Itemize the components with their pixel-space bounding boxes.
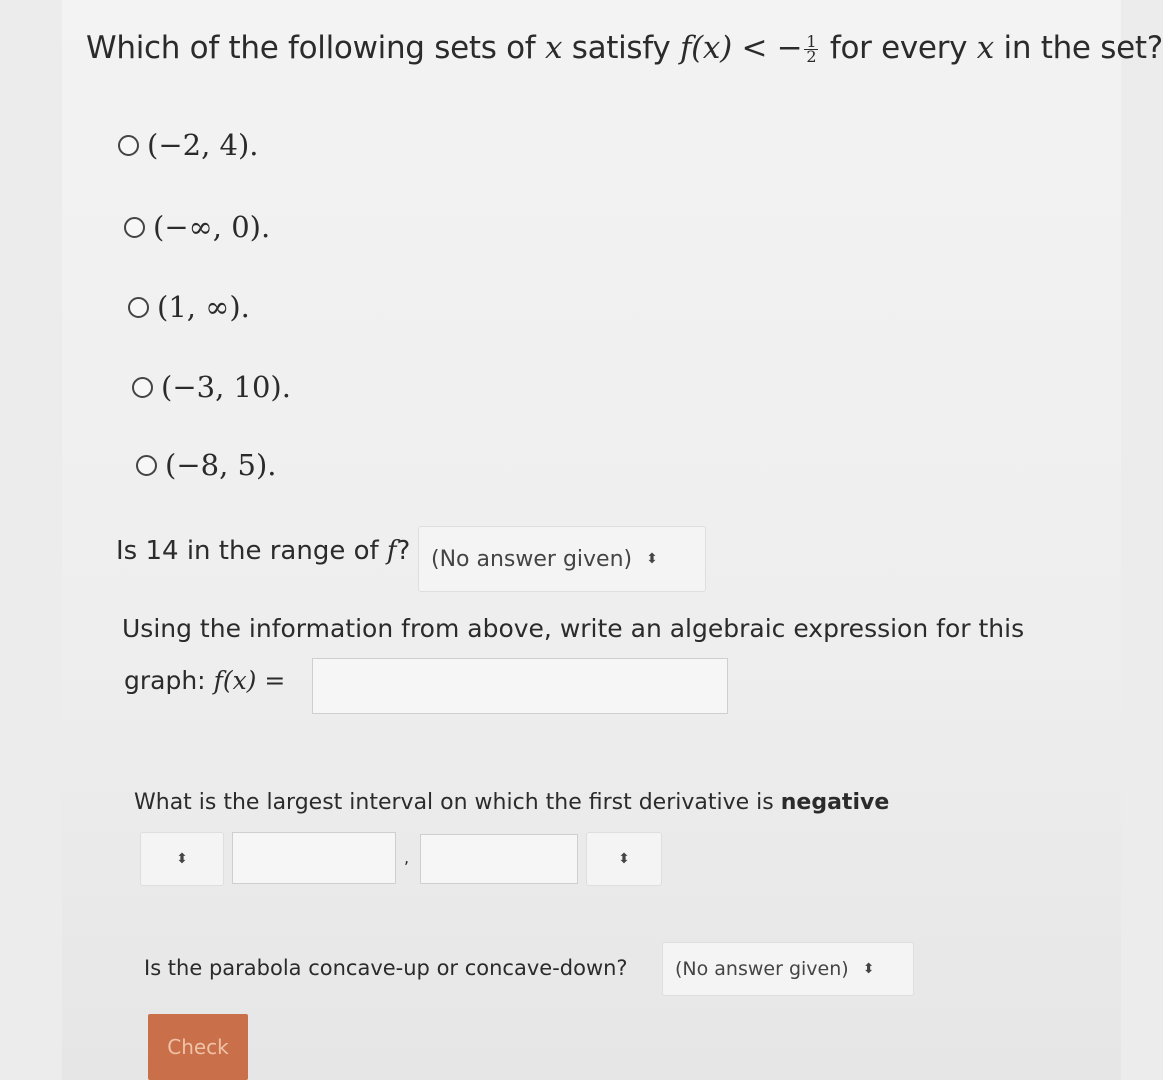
fraction-numerator: 1 xyxy=(806,32,817,51)
question-1-suffix-b: in the set? xyxy=(1003,30,1163,66)
left-bracket-select[interactable] xyxy=(140,832,224,886)
negative-emphasis: negative xyxy=(780,790,890,815)
select-arrows-icon: ⬍ xyxy=(646,550,658,567)
expression-question-line-1: Using the information from above, write an algebraic expression for this xyxy=(122,614,1025,643)
expression-input[interactable] xyxy=(312,658,728,714)
interval-comma: , xyxy=(404,848,410,867)
option-label: (1, ∞). xyxy=(157,290,250,324)
fraction-denominator: 2 xyxy=(806,47,817,66)
option-label: (−∞, 0). xyxy=(153,210,271,244)
option-5[interactable] xyxy=(136,448,276,482)
concavity-question-label: Is the parabola concave-up or concave-down? xyxy=(144,956,628,980)
interval-right-input[interactable] xyxy=(420,834,578,884)
range-question-label xyxy=(116,536,410,566)
question-1-inequality: f(x) < − xyxy=(679,30,803,66)
derivative-question-text: What is the largest interval on which the first derivative is xyxy=(134,790,774,815)
fx-equals-label: f(x) = xyxy=(213,666,286,695)
option-4[interactable] xyxy=(132,370,291,404)
select-arrows-icon: ⬍ xyxy=(176,850,188,867)
question-1-var: x xyxy=(544,30,563,66)
radio-button-icon[interactable] xyxy=(132,377,153,398)
question-1-var-2: x xyxy=(976,30,994,66)
graph-label: graph: xyxy=(124,666,206,695)
option-label: (−8, 5). xyxy=(165,448,277,482)
range-question-var: f xyxy=(386,536,397,566)
option-label: (−2, 4). xyxy=(147,128,259,162)
range-question-prefix: Is 14 in the range of xyxy=(116,536,379,566)
expression-question-line-2 xyxy=(124,666,285,695)
radio-button-icon[interactable] xyxy=(118,135,139,156)
option-1[interactable] xyxy=(118,128,258,162)
concavity-select-value: (No answer given) xyxy=(675,958,849,980)
right-bracket-select[interactable] xyxy=(586,832,662,886)
range-select-value: (No answer given) xyxy=(431,546,633,572)
radio-button-icon[interactable] xyxy=(124,217,145,238)
option-2[interactable] xyxy=(124,210,270,244)
select-arrows-icon: ⬍ xyxy=(862,960,875,977)
range-select[interactable] xyxy=(418,526,706,592)
question-1-prefix: Which of the following sets of xyxy=(86,30,536,66)
option-label: (−3, 10). xyxy=(161,370,291,404)
derivative-question-label xyxy=(134,790,889,815)
interval-left-input[interactable] xyxy=(232,832,396,884)
range-question-suffix: ? xyxy=(396,536,411,566)
one-half-fraction xyxy=(804,32,818,66)
check-button[interactable] xyxy=(148,1014,248,1080)
concavity-select[interactable] xyxy=(662,942,914,996)
question-1-mid: satisfy xyxy=(571,30,671,66)
question-1-suffix-a: for every xyxy=(829,30,968,66)
radio-button-icon[interactable] xyxy=(136,455,157,476)
select-arrows-icon: ⬍ xyxy=(618,850,630,867)
option-3[interactable] xyxy=(128,290,250,324)
question-1-text xyxy=(86,30,1163,66)
radio-button-icon[interactable] xyxy=(128,297,149,318)
check-button-label: Check xyxy=(167,1035,229,1059)
